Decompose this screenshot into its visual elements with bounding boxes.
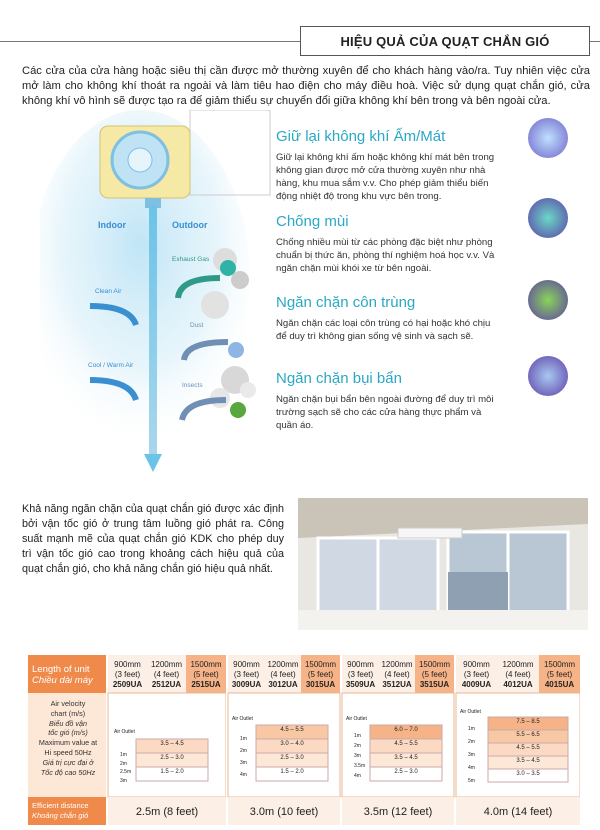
velocity-band: 4.5 – 5.5 <box>516 745 540 751</box>
model-cell: 900mm (3 feet) 4009UA <box>461 660 492 689</box>
distance-label-vi: Khoảng chắn gió <box>32 811 89 820</box>
velocity-label-line: tốc gió (m/s) <box>48 728 88 738</box>
effectiveness-paragraph: Khả năng ngăn chặn của quạt chắn gió được xác định bởi vận tốc gió ở trung tâm luồng gió phát ra. Công suất mạnh mẽ của quạt chắn gió KDK cho phép duy trì vận tốc gió cao trong khoảng cách hiệu quả của quạt chắn gió, cho khả năng chắn gió hiệu quả nhất. <box>22 503 284 575</box>
distance-label <box>32 801 89 821</box>
velocity-label-line: Tốc độ cao 50Hz <box>40 767 96 777</box>
velocity-band: 1.5 – 2.0 <box>280 769 304 775</box>
velocity-band: 3.5 – 4.5 <box>394 755 418 761</box>
velocity-band: 5.5 – 6.5 <box>516 732 540 738</box>
velocity-band: 1.5 – 2.0 <box>160 769 184 775</box>
feature-desc: Ngăn chặn bụi bẩn bên ngoài đường để duy trì môi trường sạch sẽ cho các cửa hàng thực phẩm và quần áo. <box>276 394 494 431</box>
feature-dust <box>276 370 496 432</box>
dust-label: Dust <box>190 322 204 329</box>
length-label-en: Length of unit <box>32 664 90 675</box>
air-outlet-label: Air Outlet <box>460 709 481 715</box>
velocity-label-line: Air velocity <box>50 699 86 708</box>
feature-desc: Giữ lại không khí ấm hoặc không khí mát bên trong không gian được mở cửa thường xuyên như nhà hàng, khu mua sắm v.v. Cho phép giảm thiểu biến động nhiệt độ trong khu vực bên trong. <box>276 152 495 202</box>
model-cell: 1200mm (4 feet) 3012UA <box>267 660 299 689</box>
intro-paragraph: Các cửa của cửa hàng hoặc siêu thị cần được mở thường xuyên để cho khách hàng vào/ra. Tuy nhiên việc cửa mở làm cho không khí thoát ra ngoài và làm tiêu hao điện cho máy điều hoà. Việc sử dụng quạt chắn gió, cửa không khí vô hình sẽ được tạo ra để giảm thiểu sự chuyển đổi giữa không khí bên trong và bên ngoài cửa. <box>22 65 590 107</box>
distance-rows: 1m 2m 3m 4m 5m <box>468 726 475 784</box>
indoor-label: Indoor <box>98 220 126 230</box>
feature-keep-air <box>276 128 496 203</box>
exhaust-gas-label: Exhaust Gas <box>172 256 210 263</box>
feature-title: Chống mùi <box>276 213 349 230</box>
velocity-band: 2.5 – 3.0 <box>280 755 304 761</box>
velocity-label-line: Biểu đồ vận <box>49 718 87 728</box>
odor-icon <box>528 198 568 238</box>
model-cell: 900mm (3 feet) 2509UA <box>112 660 143 689</box>
model-cell: 900mm (3 feet) 3009UA <box>231 660 262 689</box>
model-cell: 1500mm (5 feet) 4015UA <box>543 660 576 689</box>
length-label <box>32 664 93 686</box>
model-cell: 1500mm (5 feet) 3515UA <box>418 660 451 689</box>
air-outlet-label: Air Outlet <box>232 716 253 722</box>
clean-air-label: Clean Air <box>95 288 122 295</box>
outdoor-label: Outdoor <box>172 220 208 230</box>
model-cell: 1200mm (4 feet) 2512UA <box>150 660 183 689</box>
velocity-band: 3.0 – 3.5 <box>516 771 540 777</box>
velocity-band: 7.5 – 8.5 <box>516 719 540 725</box>
feature-odor <box>276 213 496 275</box>
efficient-distance: 4.0m (14 feet) <box>483 806 553 818</box>
velocity-band: 4.5 – 5.5 <box>280 727 304 733</box>
model-cell: 900mm (3 feet) 3509UA <box>345 660 376 689</box>
efficient-distance: 2.5m (8 feet) <box>135 806 199 818</box>
feature-title: Giữ lại không khí Ấm/Mát <box>276 128 446 145</box>
page-title: HIỆU QUẢ CỦA QUẠT CHẮN GIÓ <box>300 26 590 56</box>
feature-title: Ngăn chặn côn trùng <box>276 294 416 311</box>
shirt-icon <box>528 118 568 158</box>
feature-insects <box>276 294 496 343</box>
efficient-distance: 3.0m (10 feet) <box>249 806 319 818</box>
velocity-band: 3.0 – 4.0 <box>280 741 304 747</box>
distance-label-en: Efficient distance <box>32 801 89 810</box>
feature-title: Ngăn chặn bụi bẩn <box>276 370 402 387</box>
feature-desc: Chống nhiều mùi từ các phòng đặc biệt như phòng chuẩn bị thức ăn, phòng thí nghiệm hoá học v.v. Và ngăn chặn mùi khói xe từ bên ngoài. <box>276 237 495 274</box>
air-curtain-diagram <box>40 110 280 480</box>
insects-label: Insects <box>182 382 203 389</box>
velocity-band: 3.5 – 4.5 <box>160 741 184 747</box>
velocity-label-line: Hi speed 50Hz <box>44 747 92 757</box>
model-cell: 1200mm (4 feet) 4012UA <box>502 660 534 689</box>
velocity-label <box>32 699 104 777</box>
velocity-band: 2.5 – 3.0 <box>394 769 418 775</box>
air-outlet-label: Air Outlet <box>346 716 367 722</box>
velocity-label-line: chart (m/s) <box>50 708 86 718</box>
velocity-label-line: Maximum value at <box>38 738 98 748</box>
velocity-band: 6.0 – 7.0 <box>394 727 418 733</box>
feature-desc: Ngăn chặn các loại côn trùng có hại hoặc khó chịu để duy trì không gian sống vệ sinh và sạch sẽ. <box>276 318 491 342</box>
velocity-band: 4.5 – 5.5 <box>394 741 418 747</box>
distance-rows: 1m 2m 3m 4m <box>240 736 247 778</box>
dust-icon <box>528 356 568 396</box>
efficient-distance: 3.5m (12 feet) <box>363 806 433 818</box>
specification-table <box>28 655 580 825</box>
velocity-band: 3.5 – 4.5 <box>516 758 540 764</box>
insect-icon <box>528 280 568 320</box>
cool-warm-air-label: Cool / Warm Air <box>88 362 134 369</box>
velocity-band: 2.5 – 3.0 <box>160 755 184 761</box>
length-label-vi: Chiều dài máy <box>32 675 93 686</box>
store-entrance-photo <box>298 498 588 630</box>
model-cell: 1200mm (4 feet) 3512UA <box>381 660 413 689</box>
model-cell: 1500mm (5 feet) 2515UA <box>190 660 222 689</box>
distance-rows: 1m 2m 2.5m 3m <box>120 752 132 784</box>
distance-rows: 1m 2m 3m 3.5m 4m <box>354 733 366 779</box>
velocity-label-line: Giá trị cực đại ở <box>42 757 94 767</box>
air-outlet-label: Air Outlet <box>114 729 135 735</box>
model-cell: 1500mm (5 feet) 3015UA <box>304 660 337 689</box>
air-curtain-illustration <box>40 110 280 480</box>
